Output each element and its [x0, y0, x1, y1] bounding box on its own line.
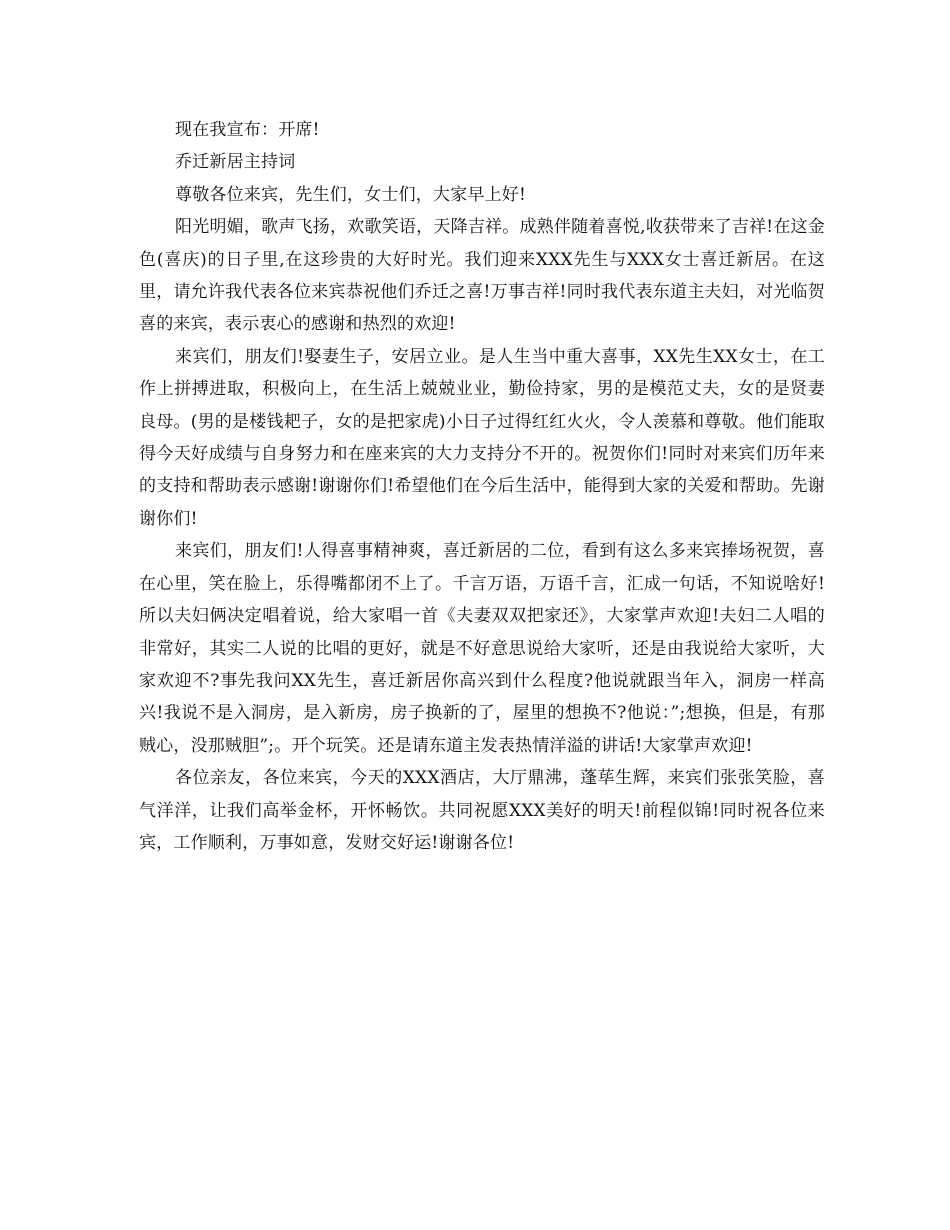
- paragraph-announcement: 现在我宣布：开席!: [175, 120, 320, 140]
- paragraph-toast: 各位亲友，各位来宾，今天的XXX酒店，大厅鼎沸，蓬荜生辉，来宾们张张笑脸，喜气洋洋，让我们高举金杯，开怀畅饮。共同祝愿XXX美好的明天!前程似锦!同时祝各位来宾，工作顺利，万事如意，发财交好运!谢谢各位!: [139, 768, 825, 853]
- document-body: [139, 114, 825, 859]
- paragraph-couple-praise: 来宾们，朋友们!娶妻生子，安居立业。是人生当中重大喜事，XX先生XX女士，在工作上拼搏进取，积极向上，在生活上兢兢业业，勤俭持家，男的是模范丈夫，女的是贤妻良母。(男的是楼钱耙子，女的是把家虎)小日子过得红红火火，令人羡慕和尊敬。他们能取得今天好成绩与自身努力和在座来宾的大力支持分不开的。祝贺你们!同时对来宾们历年来的支持和帮助表示感谢!谢谢你们!希望他们在今后生活中，能得到大家的关爱和帮助。先谢谢你们!: [139, 346, 825, 529]
- paragraph-greeting: 尊敬各位来宾，先生们，女士们，大家早上好!: [175, 184, 527, 205]
- paragraph-opening: 阳光明媚，歌声飞扬，欢歌笑语，天降吉祥。成熟伴随着喜悦,收获带来了吉祥!在这金色(喜庆)的日子里,在这珍贵的大好时光。我们迎来XXX先生与XXX女士喜迁新居。在这里，请允许我代表各位来宾恭祝他们乔迁之喜!万事吉祥!同时我代表东道主夫妇，对光临贺喜的来宾，表示衷心的感谢和热烈的欢迎!: [139, 217, 825, 335]
- paragraph-song-joke: 来宾们，朋友们!人得喜事精神爽，喜迁新居的二位，看到有这么多来宾捧场祝贺，喜在心里，笑在脸上，乐得嘴都闭不上了。千言万语，万语千言，汇成一句话，不知说啥好!所以夫妇俩决定唱着说，给大家唱一首《夫妻双双把家还》，大家掌声欢迎!夫妇二人唱的非常好，其实二人说的比唱的更好，就是不好意思说给大家听，还是由我说给大家听，大家欢迎不?事先我问XX先生，喜迁新居你高兴到什么程度?他说就跟当年入，洞房一样高兴!我说不是入洞房，是入新房，房子换新的了，屋里的想换不?他说：”;想换，但是，有那贼心，没那贼胆”;。开个玩笑。还是请东道主发表热情洋溢的讲话!大家掌声欢迎!: [139, 541, 825, 756]
- paragraph-title: 乔迁新居主持词: [175, 152, 296, 173]
